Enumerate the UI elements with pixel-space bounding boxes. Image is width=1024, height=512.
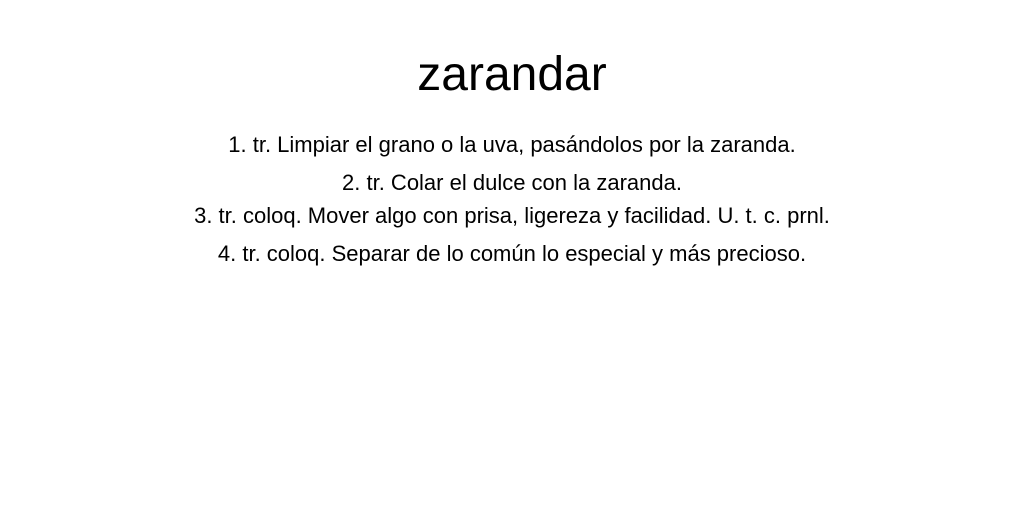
headword-title: zarandar <box>417 48 607 101</box>
definition-1: 1. tr. Limpiar el grano o la uva, pasándolos por la zaranda. <box>228 132 796 157</box>
definition-4: 4. tr. coloq. Separar de lo común lo especial y más precioso. <box>217 241 807 266</box>
definition-2: 2. tr. Colar el dulce con la zaranda. <box>342 170 682 195</box>
definition-3: 3. tr. coloq. Mover algo con prisa, ligereza y facilidad. U. t. c. prnl. <box>194 203 830 228</box>
